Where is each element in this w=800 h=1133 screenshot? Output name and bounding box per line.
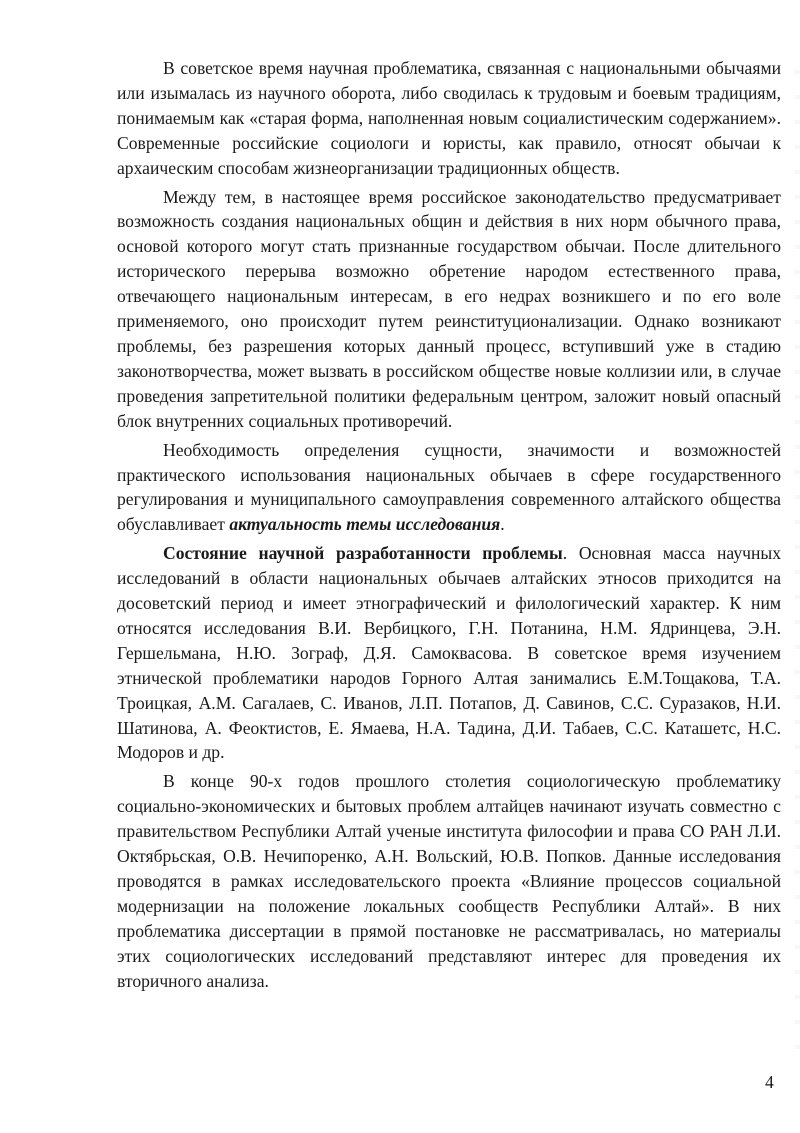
paragraph-late-90s: В конце 90-х годов прошлого столетия социологическую проблематику социально-экономических и бытовых проблем алтайцев начинают изучать совместно с правительством Республики Алтай ученые института философии и права СО РАН Л.И. Октябрьская, О.В. Нечипоренко, А.Н. Вольский, Ю.В. Попков. Данные исследования проводятся в рамках исследовательского проекта «Влияние процессов социальной модернизации на положение локальных сообществ Республики Алтай». В них проблематика диссертации в прямой постановке не рассматривалась, но материалы этих социологических исследований представляют интерес для проведения их вторичного анализа.	[117, 771, 781, 991]
paragraph-relevance	[117, 438, 781, 538]
paragraph-research-state	[117, 541, 781, 765]
relevance-text: Необходимость определения сущности, значимости и возможностей практического использования национальных обычаев в сфере государственного регулирования и муниципального самоуправления современного алтайского общества обуславливает	[117, 439, 781, 535]
scan-edge-artifact	[795, 70, 800, 1070]
page-number: 4	[765, 1072, 774, 1092]
paragraph-soviet-period: В советское время научная проблематика, связанная с национальными обычаями или изымалась из научного оборота, либо сводилась к трудовым и боевым традициям, понимаемым как «старая форма, наполненная новым социалистическим содержанием». Современные российские социологи и юристы, как правило, относят обычаи к архаическим способам жизнеорганизации традиционных обществ.	[117, 58, 781, 178]
relevance-end: .	[500, 514, 505, 535]
paragraph-legislation: Между тем, в настоящее время российское законодательство предусматривает возможность создания национальных общин и действия в них норм обычного права, основой которого могут стать признанные государством обычаи. После длительного исторического перерыва возможно обретение народом естественного права, отвечающего национальным интересам, в его недрах возникшего и по его воле применяемого, оно происходит путем реинституционализации. Однако возникают проблемы, без разрешения которых данный процесс, вступивший уже в стадию законотворчества, может вызвать в российском обществе новые коллизии или, в случае проведения запретительной политики федеральным центром, заложит новый опасный блок внутренних социальных противоречий.	[117, 186, 781, 431]
section-heading: Состояние научной разработанности проблемы	[163, 543, 563, 564]
document-body	[117, 56, 781, 994]
relevance-emphasis: актуальность темы исследования	[229, 514, 501, 535]
research-state-text: . Основная масса научных исследований в области национальных обычаев алтайских этносов приходится на досоветский период и имеет этнографический и филологический характер. К ним относятся исследования В.И. Вербицкого, Г.Н. Потанина, Н.М. Ядринцева, Э.Н. Гершельмана, Н.Ю. Зограф, Д.Я. Самоквасова. В советское время изучением этнической проблематики народов Горного Алтая занимались Е.М.Тощакова, Т.А. Троицкая, А.М. Сагалаев, С. Иванов, Л.П. Потапов, Д. Савинов, С.С. Суразаков, Н.И. Шатинова, А. Феоктистов, Е. Ямаева, Н.А. Тадина, Д.И. Табаев, С.С. Каташетс, Н.С. Модоров и др.	[117, 543, 782, 763]
